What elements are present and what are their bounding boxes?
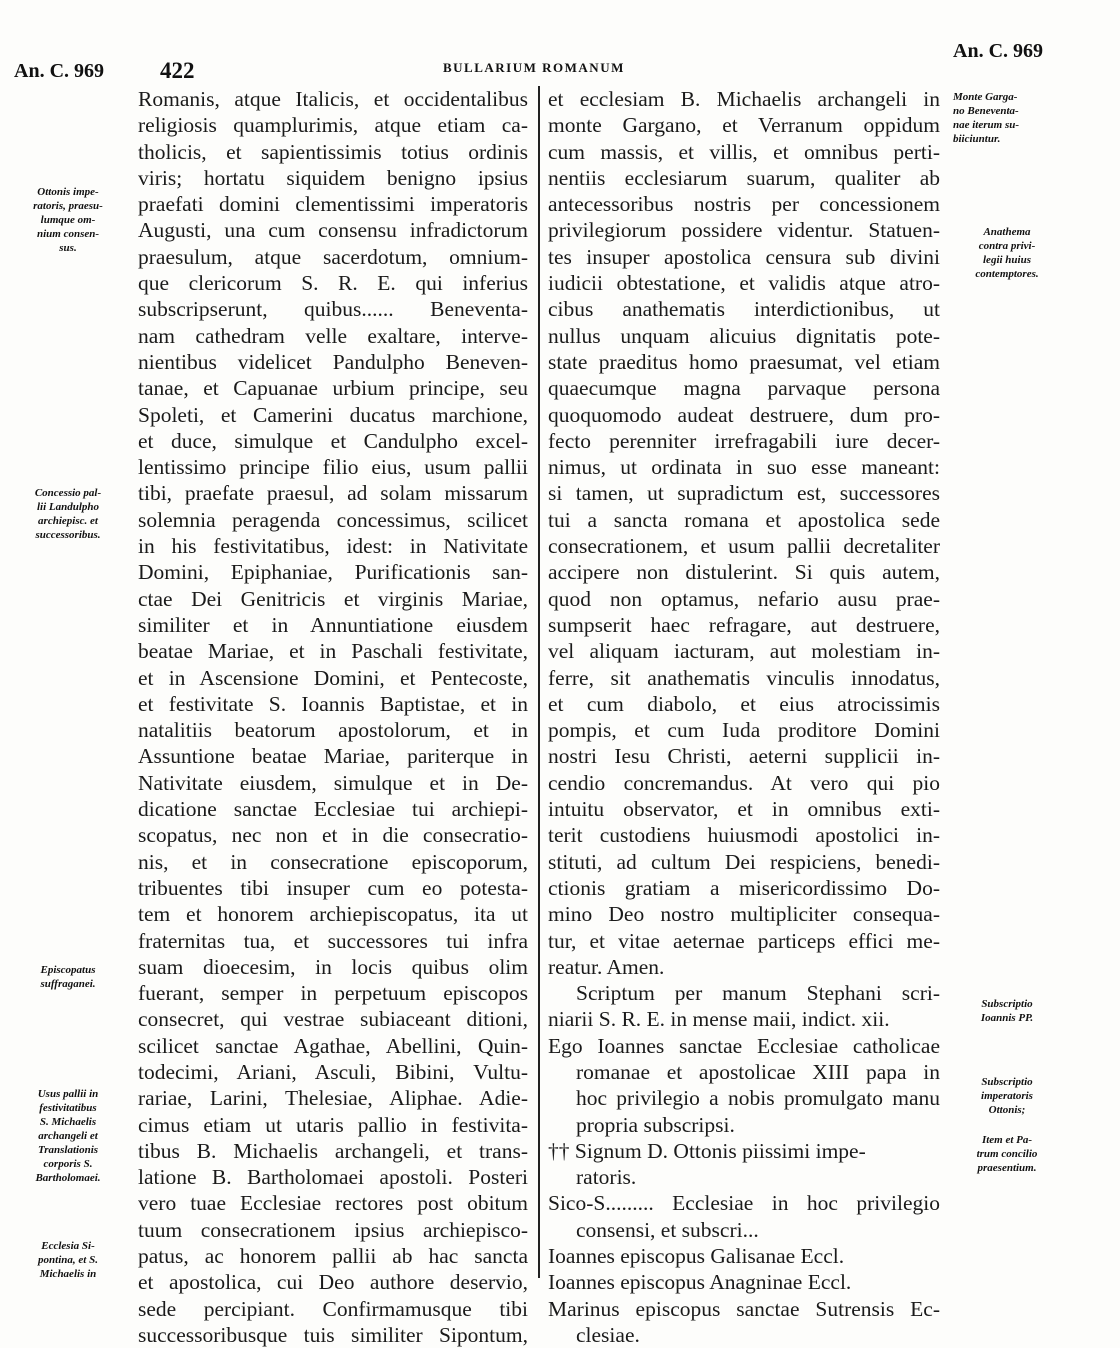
margin-note-line: Anathema — [983, 226, 1031, 238]
text-line: solemnia peragenda concessimus, scilicet — [138, 507, 528, 532]
text-line: todecimi, Ariani, Asculi, Bibini, Vultu- — [138, 1059, 528, 1084]
margin-note-line: contra privi- — [978, 240, 1036, 252]
text-line: beatae Mariae, et in Paschali festivitate, — [138, 639, 528, 664]
text-line: suam dioecesim, in locis quibus olim — [138, 954, 528, 979]
margin-note-line: lumque om- — [40, 214, 96, 226]
text-line: natalitiis beatorum apostolorum, et in — [138, 718, 528, 743]
margin-note-left — [14, 185, 122, 255]
text-line: nimus, ut ordinata in suo esse maneant: — [548, 455, 940, 480]
margin-note-right — [953, 225, 1061, 281]
text-line: tui a sancta romana et apostolica sede — [548, 507, 940, 532]
text-line: fuerant, semper in perpetuum episcopos — [138, 981, 528, 1006]
text-line: viris; hortatu siquidem benigno ipsius — [138, 165, 528, 190]
text-line: tibi, praefate praesul, ad solam missarum — [138, 481, 528, 506]
text-line: nullus unquam alicuius dignitatis pote- — [548, 323, 940, 348]
text-line: Assuntione beatae Mariae, pariterque in — [138, 744, 528, 769]
text-line: antecessoribus nostris per concessionem — [548, 192, 940, 217]
text-line: dicatione sanctae Ecclesiae tui archiepi- — [138, 797, 528, 822]
text-line: praesulum, atque sacerdotum, omnium- — [138, 244, 528, 269]
text-line: iudicii obtestatione, et validis atque atro- — [548, 271, 940, 296]
text-line: et apostolica, cui Deo authore deservio, — [138, 1270, 528, 1295]
signum-text: Signum D. Ottonis piissimi impe- — [574, 1138, 866, 1163]
text-line: tholicis, et sapientissimis totius ordinis — [138, 139, 528, 164]
margin-note-line: Ottonis; — [988, 1104, 1026, 1116]
text-line: nientibus videlicet Pandulpho Beneven- — [138, 349, 528, 374]
running-title: BULLARIUM ROMANUM — [443, 60, 625, 75]
margin-note-right — [953, 1133, 1061, 1175]
margin-note-line: festivitatibus — [39, 1102, 97, 1114]
papal-subscription: Ego Ioannes sanctae Ecclesiae catholicae — [548, 1033, 940, 1058]
signum-cross-mark: †† — [548, 1138, 570, 1163]
text-line: lentissimo principe filio eius, usum pallii — [138, 455, 528, 480]
text-line: Nativitate eiusdem, simulque et in De- — [138, 770, 528, 795]
text-line: ctae Dei Genitricis et virginis Mariae, — [138, 586, 528, 611]
margin-note-line: suffraganei. — [40, 978, 96, 990]
margin-note-line: Ecclesia Si- — [41, 1240, 95, 1252]
margin-note-line: archangeli et — [38, 1130, 98, 1142]
text-line: ferre, sit anathematis vinculis innodatus, — [548, 665, 940, 690]
text-line: vero tuae Ecclesiae rectores post obitum — [138, 1191, 528, 1216]
margin-note-line: no Beneventa- — [953, 105, 1019, 117]
text-line: que clericorum S. R. E. qui inferius — [138, 271, 528, 296]
text-line: sumpserit haec refragare, aut destruere, — [548, 612, 940, 637]
text-line: rariae, Larini, Thelesiae, Aliphae. Adie- — [138, 1086, 528, 1111]
text-line: quoquomodo audeat destruere, dum pro- — [548, 402, 940, 427]
page-number: 422 — [160, 58, 195, 83]
text-line: tur, et vitae aeternae particeps effici me- — [548, 928, 940, 953]
margin-note-line: Bartholomaei. — [35, 1172, 101, 1184]
scriptum-line: niarii S. R. E. in mense maii, indict. xii. — [548, 1007, 890, 1032]
text-line: tem et honorem archiepiscopatus, ita ut — [138, 902, 528, 927]
text-line: scopatus, nec non et in die consecratio- — [138, 823, 528, 848]
text-line: ctionis gratiam a misericordissimo Do- — [548, 875, 940, 900]
text-line: et duce, simulque et Candulpho excel- — [138, 428, 528, 453]
text-line: si tamen, ut supradictum est, successores — [548, 481, 940, 506]
right-text-column — [548, 86, 940, 1348]
margin-note-line: Ottonis impe- — [37, 186, 99, 198]
papal-subscription: propria subscripsi. — [576, 1112, 735, 1137]
text-line: et in Ascensione Domini, et Pentecoste, — [138, 665, 528, 690]
text-line: sede percipiant. Confirmamusque tibi — [138, 1296, 528, 1321]
margin-note-left — [14, 486, 122, 542]
text-line: tanae, et Capuanae urbium principe, seu — [138, 376, 528, 401]
margin-note-right — [953, 90, 1061, 146]
text-line: cimus etiam ut utaris pallio in festivita- — [138, 1112, 528, 1137]
text-line: consecrationem, et usum pallii decretaliter — [548, 534, 940, 559]
text-line: tes insuper apostolica censura sub divini — [548, 244, 940, 269]
text-line: praefati domini clementissimi imperatoris — [138, 192, 528, 217]
margin-note-line: S. Michaelis — [39, 1116, 97, 1128]
text-line: patus, ac honorem pallii ab hac sancta — [138, 1244, 528, 1269]
margin-note-line: lii Landulpho — [36, 501, 100, 513]
text-line: Spoleti, et Camerini ducatus marchione, — [138, 402, 528, 427]
text-line: religiosis quamplurimis, atque etiam ca- — [138, 113, 528, 138]
text-line: intuitu observator, et in omnibus exti- — [548, 797, 940, 822]
text-line: reatur. Amen. — [548, 954, 665, 979]
text-line: nentiis ecclesiarum suarum, qualiter ab — [548, 165, 940, 190]
margin-note-left — [14, 1239, 122, 1281]
margin-note-line: Translationis — [37, 1144, 99, 1156]
text-line: state praeditus homo praesumat, vel etiam — [548, 349, 940, 374]
text-line: latione B. Bartholomaei apostoli. Posteri — [138, 1165, 528, 1190]
text-line: scilicet sanctae Agathae, Abellini, Quin- — [138, 1033, 528, 1058]
text-line: consecret, qui vestrae subiaceant ditioni, — [138, 1007, 528, 1032]
text-line: accipere non distulerint. Si quis autem, — [548, 560, 940, 585]
margin-note-line: contemptores. — [975, 268, 1039, 280]
margin-note-left — [14, 963, 122, 991]
text-line: fecto perenniter irrefragabili iure decer- — [548, 428, 940, 453]
imperial-signum — [548, 1138, 940, 1164]
text-line: pompis, et cum Iuda proditore Domini — [548, 718, 940, 743]
year-left: An. C. 969 — [14, 60, 105, 82]
left-text-column — [138, 86, 528, 1348]
text-line: Augusti, una cum consensu infradictorum — [138, 218, 528, 243]
margin-note-line: Ioannis PP. — [980, 1012, 1034, 1024]
text-line: in his festivitatibus, idest: in Nativitate — [138, 534, 528, 559]
margin-note-line: Item et Pa- — [981, 1134, 1033, 1146]
text-line: successoribusque tuis similiter Sipontum, — [138, 1322, 528, 1347]
sico-subscription: Sico-S......... Ecclesiae in hoc privilegio — [548, 1191, 940, 1216]
text-line: fraternitas tua, et successores tui infra — [138, 928, 528, 953]
margin-note-line: praesentium. — [977, 1162, 1037, 1174]
margin-note-line: successoribus. — [35, 529, 101, 541]
margin-note-line: imperatoris — [981, 1090, 1033, 1102]
text-line: nam cathedram velle exaltare, interve- — [138, 323, 528, 348]
papal-subscription: romanae et apostolicae XIII papa in — [576, 1059, 940, 1084]
bishop-subscription: Ioannes episcopus Galisanae Eccl. — [548, 1244, 845, 1269]
margin-note-right — [953, 997, 1061, 1025]
margin-note-line: Usus pallii in — [37, 1088, 99, 1100]
text-line: cendio concremandus. At vero qui pio — [548, 770, 940, 795]
text-line: terit custodiens huiusmodi apostolici in- — [548, 823, 940, 848]
text-line: monte Gargano, et Verranum oppidum — [548, 113, 940, 138]
papal-subscription: hoc privilegio a nobis promulgato manu — [576, 1086, 940, 1111]
margin-note-line: biiciuntur. — [953, 133, 1001, 145]
text-line: et festivitate S. Ioannis Baptistae, et in — [138, 691, 528, 716]
text-line: nostri Iesu Christi, aeterni supplicii in- — [548, 744, 940, 769]
text-line: quod non optamus, nefario ausu prae- — [548, 586, 940, 611]
imperial-signum: ratoris. — [576, 1165, 637, 1190]
text-line: tuum consecrationem ipsius archiepisco- — [138, 1217, 528, 1242]
text-line: cibus anathematis interdictionibus, ut — [548, 297, 940, 322]
text-line: Romanis, atque Italicis, et occidentalibus — [138, 87, 528, 111]
text-line: et cum diabolo, et eius atrocissimis — [548, 691, 940, 716]
text-line: et ecclesiam B. Michaelis archangeli in — [548, 87, 940, 111]
margin-note-left — [14, 1087, 122, 1185]
text-line: quaecumque magna parvaque persona — [548, 376, 940, 401]
text-line: Domini, Epiphaniae, Purificationis san- — [138, 560, 528, 585]
scriptum-line: Scriptum per manum Stephani scri- — [576, 981, 940, 1006]
margin-note-line: Subscriptio — [981, 998, 1033, 1010]
text-line: stituti, ad cultum Dei respiciens, benedi- — [548, 849, 940, 874]
margin-note-line: pontina, et S. — [38, 1254, 98, 1266]
text-line: cum massis, et villis, et omnibus perti- — [548, 139, 940, 164]
margin-note-line: Michaelis in — [39, 1268, 97, 1280]
text-line: nis, et in consecratione episcoporum, — [138, 849, 528, 874]
text-line: tibus B. Michaelis archangeli, et trans- — [138, 1138, 528, 1163]
margin-note-line: trum concilio — [976, 1148, 1038, 1160]
column-divider — [538, 86, 540, 1278]
bishop-subscription: clesiae. — [576, 1322, 640, 1347]
text-line: mino Deo nostro multipliciter consequa- — [548, 902, 940, 927]
margin-note-line: Episcopatus — [40, 964, 96, 976]
sico-subscription: consensi, et subscri... — [576, 1217, 759, 1242]
text-line: vel aliquam iacturam, aut molestiam in- — [548, 639, 940, 664]
bishop-subscription: Ioannes episcopus Anagninae Eccl. — [548, 1270, 852, 1295]
text-line: privilegiorum possidere videntur. Statuen- — [548, 218, 940, 243]
margin-note-line: legii huius — [983, 254, 1031, 266]
text-line: subscripserunt, quibus...... Beneventa- — [138, 297, 528, 322]
margin-note-line: sus. — [59, 242, 77, 254]
margin-note-line: nae iterum su- — [953, 119, 1020, 131]
margin-note-line: Subscriptio — [981, 1076, 1033, 1088]
margin-note-line: archiepisc. et — [38, 515, 98, 527]
text-line: tribuentes tibi insuper cum eo potesta- — [138, 875, 528, 900]
margin-note-line: nium consen- — [36, 228, 100, 240]
margin-note-line: Concessio pal- — [34, 487, 102, 499]
bishop-subscription: Marinus episcopus sanctae Sutrensis Ec- — [548, 1296, 940, 1321]
margin-note-line: Monte Garga- — [953, 91, 1018, 103]
margin-note-line: ratoris, praesu- — [33, 200, 103, 212]
text-line: similiter et in Annuntiatione eiusdem — [138, 612, 528, 637]
margin-note-line: corporis S. — [43, 1158, 93, 1170]
margin-note-right — [953, 1075, 1061, 1117]
year-right: An. C. 969 — [953, 40, 1044, 62]
